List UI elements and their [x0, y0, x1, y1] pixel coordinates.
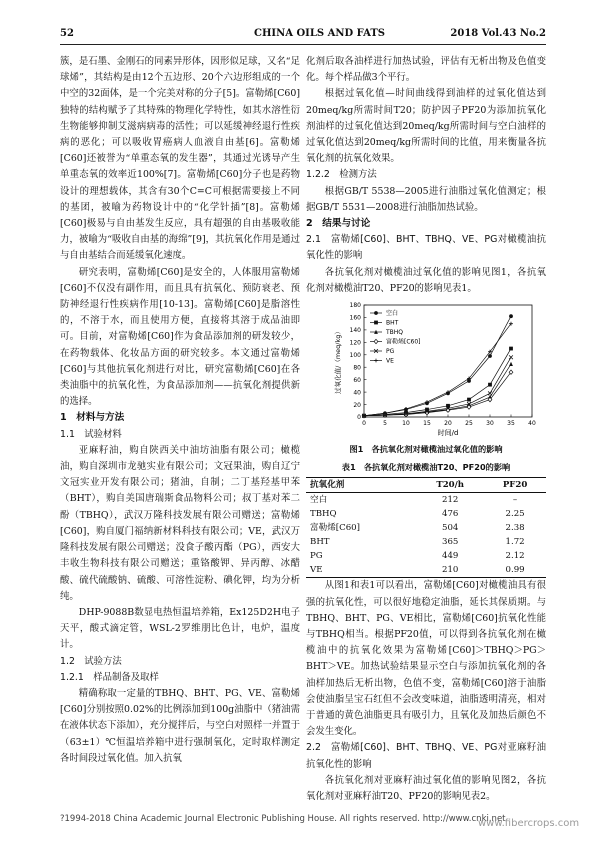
table-cell: 210: [416, 563, 484, 578]
y-tick-label: 20: [353, 401, 361, 409]
header-rule: [60, 44, 546, 45]
intro-paragraph-2: 研究表明，富勒烯[C60]是安全的，人体服用富勒烯[C60]不仅没有副作用，而且具有抗氧化、预防衰老、预防神经退行性疾病作用[10-13]。富勒烯[C60]是脂溶性的，不溶于水，而且使用方便，直接将其溶于成品油即可。目前，对富勒烯[C60]作为食品添加剂的研发较少，在药物载体、化妆品方面的研究较多。本文通过富勒烯[C60]与其他抗氧化剂进行对比，研究富勒烯[C60]在各类油脂中的抗氧化性，为食品添加剂——抗氧化剂提供新的选择。: [60, 266, 300, 408]
right-column: [306, 54, 546, 805]
legend-label: PG: [386, 348, 395, 356]
figure-reference-paragraph: 各抗氧化剂对橄榄油过氧化值的影响见图1，各抗氧化剂对橄榄油T20、PF20的影响见表1。: [306, 266, 546, 294]
figure-1-caption: 图1 各抗氧化剂对橄榄油过氧化值的影响: [349, 444, 503, 455]
data-point: [509, 314, 513, 318]
y-tick-label: 140: [349, 327, 361, 335]
materials-paragraph: 亚麻籽油，购自陕西关中油坊油脂有限公司；橄榄油，购自深圳市龙驰实业有限公司；文冠果油，购自辽宁文冠实业开发有限公司；猪油，自制；二丁基羟基甲苯（BHT），购自美国唐瑞斯食品物料公司；叔丁基对苯二酚（TBHQ），武汉万隆科技发展有限公司赠送；富勒烯[C60]，购自厦门福纳新材料科技有限公司；VE，武汉万隆科技发展有限公司赠送；没食子酸丙酯（PG），西安大丰收生物科技有限公司赠送；重铬酸钾、异丙醇、冰醋酸、硫代硫酸钠、硫酸、可溶性淀粉、碘化钾，均为分析纯。: [60, 444, 300, 602]
x-tick-label: 20: [444, 420, 452, 428]
intro-paragraph-1: 簇，是石墨、金刚石的同素异形体，因形似足球，又名“足球烯”，其结构是由12个五边形、20个六边形组成的一个中空的32面体，是一个完美对称的分子[5]。富勒烯[C60]独特的结构赋予了其特殊的物理化学特性，如其水溶性衍生物能够抑制艾滋病病毒的活性；可以延缓神经退行性疾病的恶化；可以吸收胃癌病人血液自由基[6]。富勒烯[C60]还被誉为“单重态氧的发生器”，其通过光诱导产生单重态氧的效率近100%[7]。富勒烯[C60]分子也是药物设计的理想载体，其含有30个C=C可根据需要接上不同的基团，被喻为药物设计中的“化学针插”[8]。富勒烯[C60]极易与自由基发生反应，具有超强的自由基吸收能力，被喻为“吸收自由基的海绵”[9]，其抗氧化作用是通过与自由基结合而延缓氧化速度。: [60, 56, 300, 262]
section-2-1-heading: 2.1 富勒烯[C60]、BHT、TBHQ、VE、PG对橄榄油抗氧化性的影响: [306, 234, 546, 262]
data-point: [374, 359, 378, 363]
x-tick-label: 35: [507, 420, 515, 428]
table-cell: 0.99: [484, 563, 546, 578]
data-point: [374, 311, 378, 315]
table-cell: 1.72: [505, 537, 525, 548]
table-1-caption: 表1 各抗氧化剂对橄榄油T20、PF20的影响: [341, 462, 511, 473]
table-cell: 476: [441, 509, 459, 520]
section-1-2-2-heading: 1.2.2 检测方法: [306, 169, 377, 181]
x-axis-label: 时间/d: [437, 429, 459, 438]
results-paragraph: 从图1和表1可以看出，富勒烯[C60]对橄榄油具有很强的抗氧化性，可以很好地稳定油脂，延长其保质期。与TBHQ、BHT、PG、VE相比，富勒烯[C60]抗氧化性能与TBHQ相当。根据PF20值，可以得到各抗氧化剂在橄榄油中的抗氧化效果为富勒烯[C60]＞TBHQ＞PG＞BHT＞VE。加热试验结果显示空白与添加抗氧化剂的各油样加热后无析出物，色值不变，富勒烯[C60]溶于油脂会使油脂呈宝石红但不会改变味道，油脂透明清亮，相对于普通的黄色油脂更具有吸引力，且氧化及加热后颜色不会发生变化。: [306, 580, 546, 738]
y-tick-label: 80: [353, 364, 361, 372]
table-header-cell: T20/h: [416, 478, 484, 493]
section-1-2-1-heading: 1.2.1 样品制备及取样: [60, 671, 159, 683]
table-row: [306, 535, 546, 549]
instruments-paragraph: DHP-9088B数显电热恒温培养箱，Ex125D2H电子天平，酸式滴定管，WSL-2罗维朋比色计，电炉，温度计。: [60, 606, 300, 651]
data-point: [488, 354, 492, 358]
data-point: [509, 355, 513, 359]
figure-1: [306, 299, 546, 439]
sample-prep-continued: 化剂后取各油样进行加热试验，评估有无析出物及色值变化。每个样品做3个平行。: [306, 56, 546, 84]
section-2-2-heading: 2.2 富勒烯[C60]、BHT、TBHQ、VE、PG对亚麻籽油抗氧化性的影响: [306, 742, 546, 770]
table-row: [306, 563, 546, 578]
table-cell: PG: [310, 551, 323, 562]
table-cell: 504: [441, 523, 459, 534]
table-cell: BHT: [310, 537, 330, 548]
x-tick-label: 0: [362, 420, 366, 428]
series-line: [364, 324, 511, 416]
data-point: [509, 347, 513, 351]
table-header-cell: 抗氧化剂: [306, 478, 416, 493]
section-2-heading: 2 结果与讨论: [306, 218, 371, 230]
table-cell: VE: [306, 563, 416, 578]
table-row: [306, 549, 546, 563]
data-point: [509, 362, 513, 366]
x-tick-label: 30: [486, 420, 494, 428]
detection-paragraph: 根据GB/T 5538—2005进行油脂过氧化值测定；根据GB/T 5531—2008进行油脂加热试验。: [306, 185, 546, 213]
y-tick-label: 180: [349, 302, 361, 310]
section-1-1-heading: 1.1 试验材料: [60, 428, 122, 440]
x-tick-label: 25: [465, 420, 473, 428]
journal-issue: 2018 Vol.43 No.2: [450, 28, 546, 39]
legend-label: BHT: [386, 319, 399, 327]
table-cell: 富勒烯[C60]: [310, 523, 360, 534]
peroxide-line-chart: [306, 299, 546, 439]
table-header-row: [306, 478, 546, 493]
table-cell: TBHQ: [310, 509, 337, 520]
legend-label: 富勒烯[C60]: [386, 338, 421, 346]
y-tick-label: 120: [349, 339, 361, 347]
table-row: [306, 493, 546, 508]
table-header-cell: PF20: [484, 478, 546, 493]
data-point: [467, 398, 471, 402]
sample-prep-paragraph: 精确称取一定量的TBHQ、BHT、PG、VE、富勒烯[C60]分别按照0.02%的比例添加到100g油脂中（猪油需在液体状态下添加），充分搅拌后，与空白对照样一并置于（63±1）℃恒温培养箱中进行强制氧化，定时取样测定各时间段过氧化值。加入抗氧: [60, 687, 300, 764]
y-tick-label: 100: [349, 352, 361, 360]
page-number: 52: [60, 28, 74, 39]
journal-name: CHINA OILS AND FATS: [254, 28, 386, 39]
data-point: [488, 383, 492, 387]
table-1: [306, 477, 546, 578]
y-tick-label: 60: [353, 376, 361, 384]
y-tick-label: 160: [349, 314, 361, 322]
y-axis-label: 过氧化值/（meq/kg）: [334, 328, 342, 394]
x-tick-label: 40: [528, 420, 536, 428]
data-point: [488, 392, 492, 396]
data-point: [374, 321, 378, 325]
x-tick-label: 10: [402, 420, 410, 428]
x-tick-label: 5: [383, 420, 387, 428]
data-point: [374, 339, 378, 343]
x-tick-label: 15: [423, 420, 431, 428]
legend-label: VE: [386, 357, 394, 365]
table-cell: 449: [441, 551, 459, 562]
section-1-heading: 1 材料与方法: [60, 412, 125, 424]
table-cell: 365: [441, 537, 459, 548]
y-tick-label: 0: [357, 414, 361, 422]
table-cell: 空白: [310, 495, 328, 506]
table-cell: 212: [441, 495, 459, 506]
table-cell: –: [512, 495, 518, 506]
table-row: [306, 507, 546, 521]
y-tick-label: 40: [353, 389, 361, 397]
legend-label: 空白: [386, 310, 399, 318]
linseed-reference-paragraph: 各抗氧化剂对亚麻籽油过氧化值的影响见图2，各抗氧化剂对亚麻籽油T20、PF20的影响见表2。: [306, 774, 546, 803]
table-row: [306, 521, 546, 535]
t20-definition-paragraph: 根据过氧化值—时间曲线得到油样的过氧化值达到20meq/kg所需时间T20；防护因子PF20为添加抗氧化剂油样的过氧化值达到20meq/kg所需时间与空白油样的过氧化值达到20meq/kg所需时间的比值，用来衡量各抗氧化剂的抗氧化效果。: [306, 88, 546, 165]
table-cell: 2.38: [505, 523, 525, 534]
legend-label: TBHQ: [386, 329, 404, 337]
section-1-2-heading: 1.2 试验方法: [60, 655, 122, 667]
copyright-footer: ?1994-2018 China Academic Journal Electronic Publishing House. All rights reserved. http://www.cnki.net: [60, 814, 506, 824]
left-column: [60, 54, 300, 767]
table-cell: 2.12: [505, 551, 525, 562]
table-cell: 2.25: [505, 509, 525, 520]
watermark: www.fibercrops.com: [478, 818, 580, 829]
